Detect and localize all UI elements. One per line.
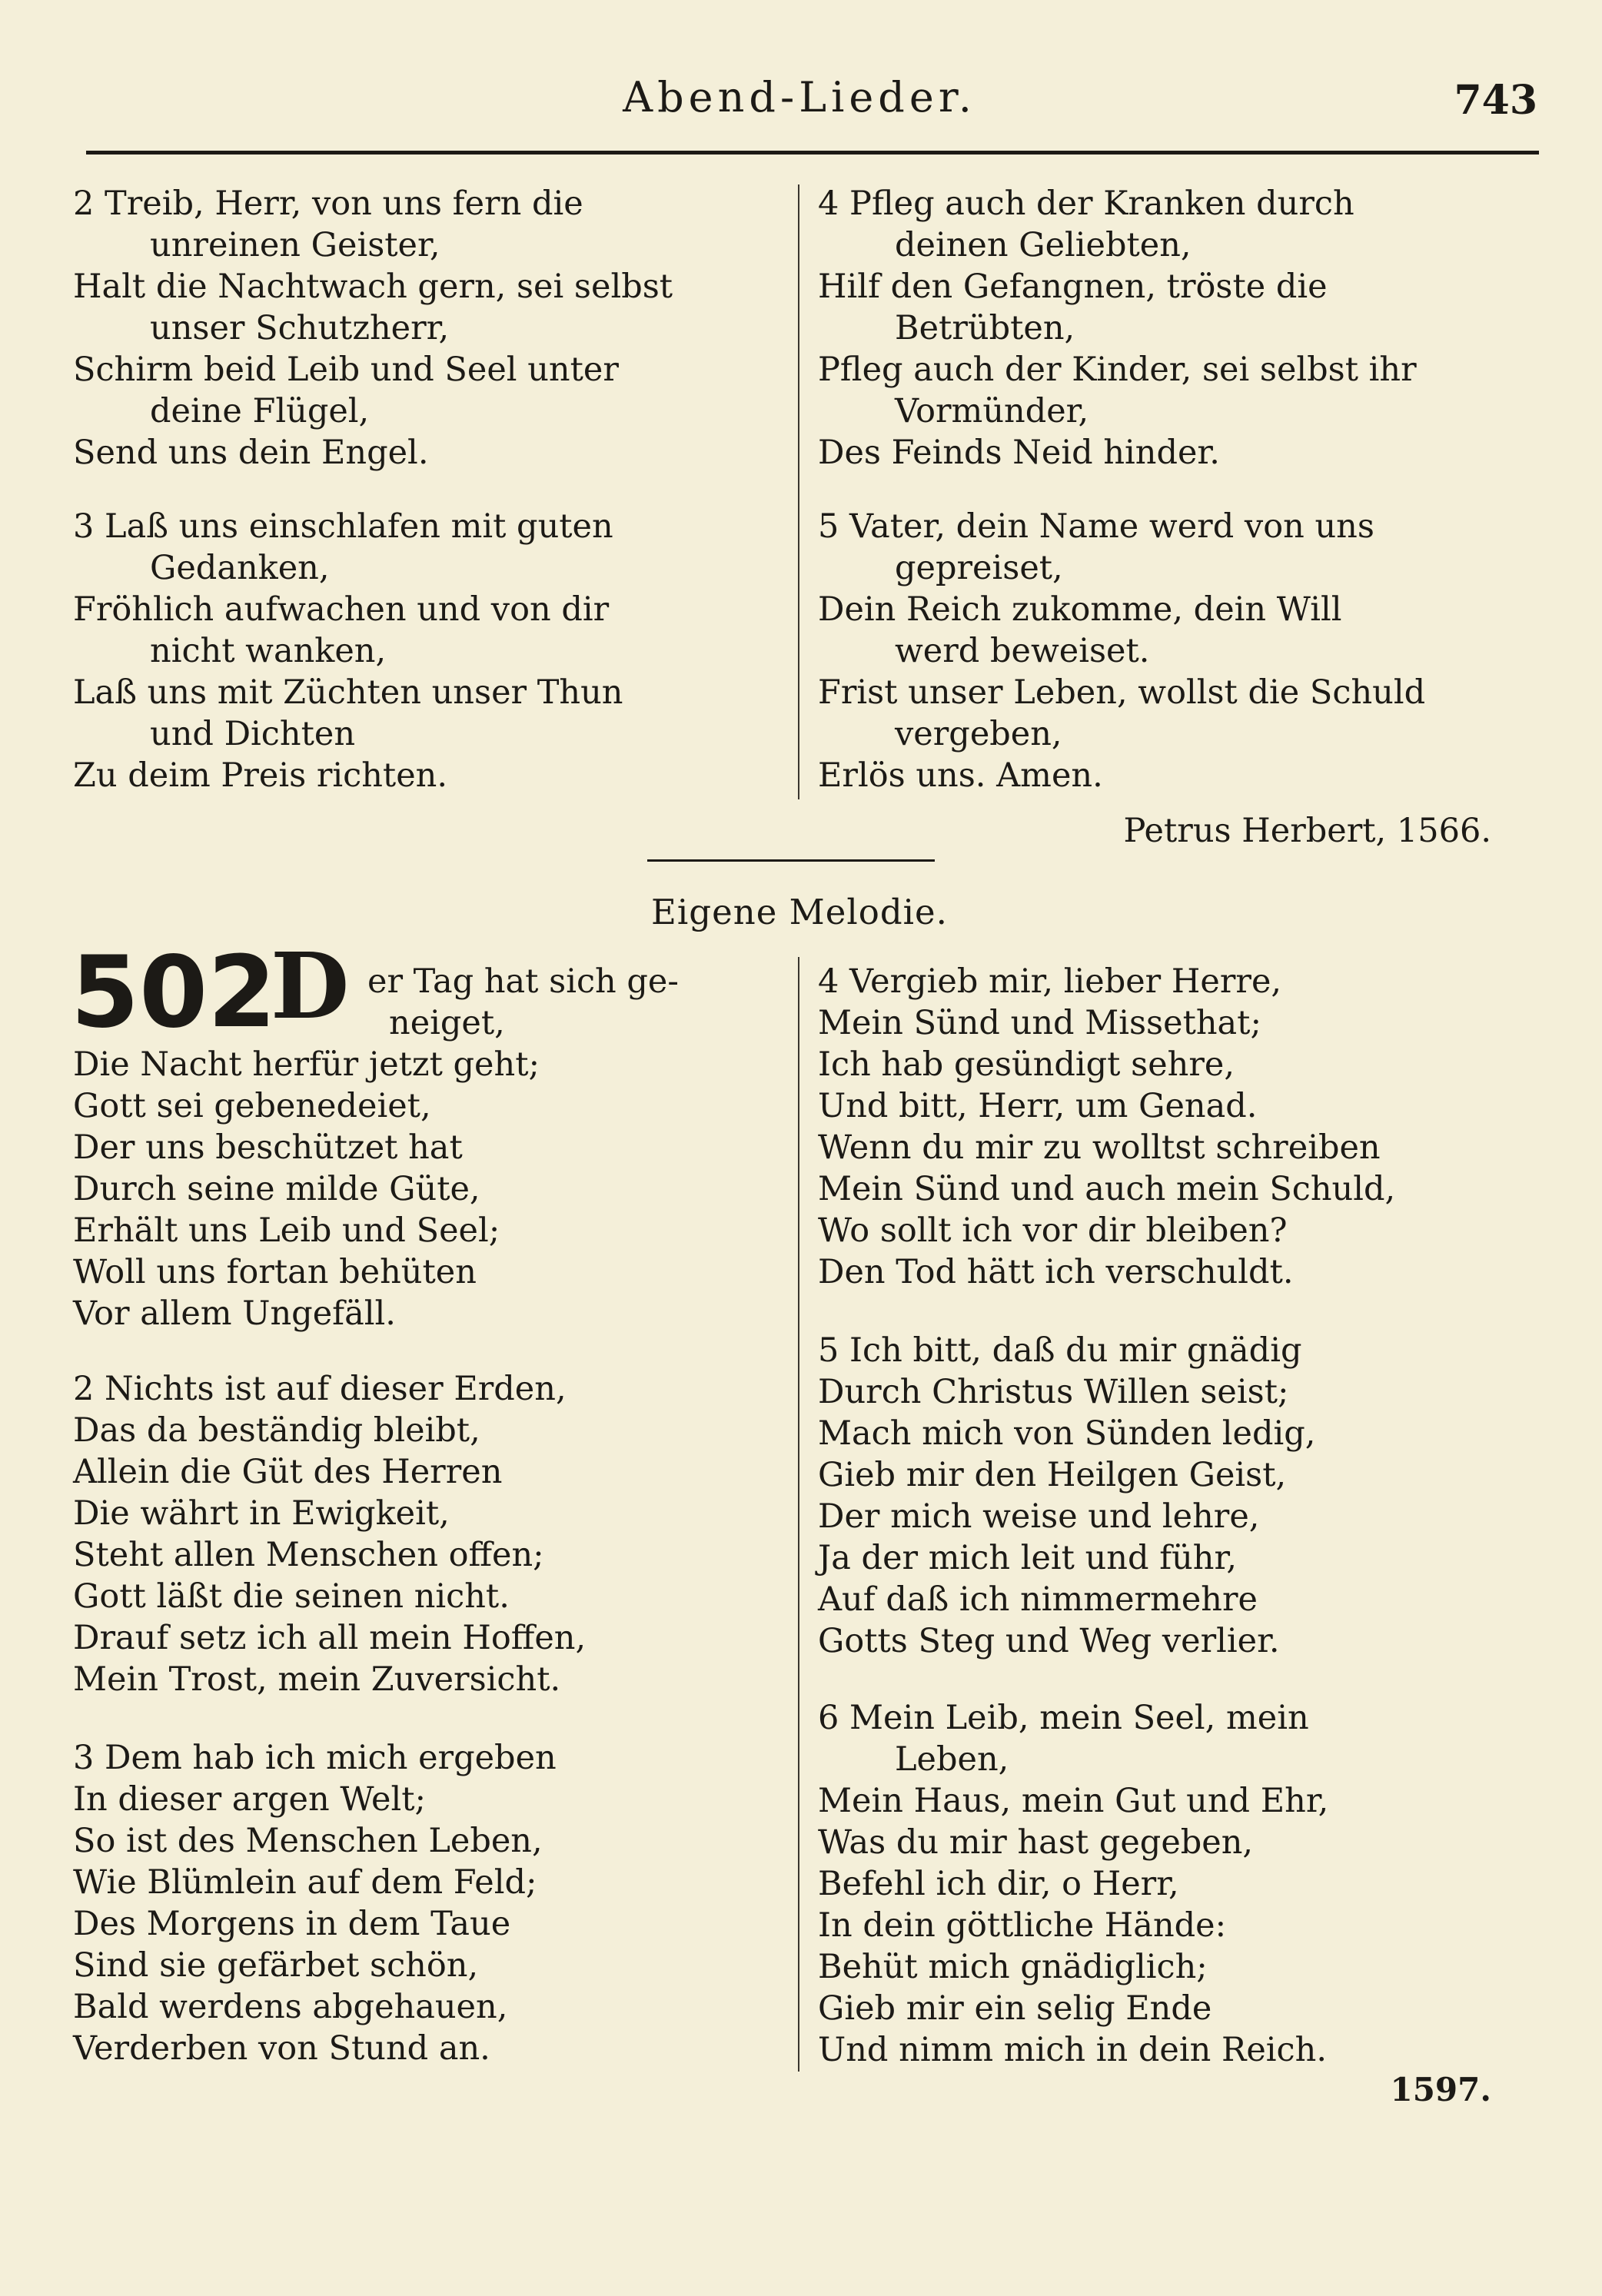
verse-line: Drauf setz ich all mein Hoffen, [73,1619,587,1657]
section-divider [647,859,935,862]
hymn-502-stanza-2 [73,1368,780,1700]
verse-line: Den Tod hätt ich verschuldt. [818,1253,1294,1291]
hymn-502-opening-lines [367,961,783,1044]
verse-line: Steht allen Menschen offen; [73,1536,544,1574]
verse-line: Leben, [895,1740,1009,1779]
verse-line: deinen Geliebten, [895,226,1192,264]
verse-line: 5 Ich bitt, daß du mir gnädig [818,1331,1302,1370]
verse-line: So ist des Menschen Leben, [73,1822,543,1860]
verse-line: vergeben, [895,715,1062,753]
verse-line: Behüt mich gnädiglich; [818,1948,1208,1986]
header-rule [86,151,1539,155]
melody-label: Eigene Melodie. [651,892,948,932]
verse-line: Gott läßt die seinen nicht. [73,1577,510,1616]
verse-line: Halt die Nachtwach gern, sei selbst [73,267,673,306]
hymn-502-stanza-5 [818,1330,1525,1662]
verse-line: In dein göttliche Hände: [818,1906,1227,1945]
verse-line: Allein die Güt des Herren [73,1453,503,1491]
verse-line: Fröhlich aufwachen und von dir [73,590,610,629]
verse-line: Des Morgens in dem Taue [73,1905,511,1943]
verse-line: Ja der mich leit und führ, [818,1539,1237,1577]
column-divider-bottom [798,957,799,2072]
verse-line: Laß uns mit Züchten unser Thun [73,673,623,712]
verse-line: Gieb mir ein selig Ende [818,1989,1212,2028]
verse-line: Mein Haus, mein Gut und Ehr, [818,1782,1329,1820]
verse-line: Gotts Steg und Weg verlier. [818,1622,1280,1660]
verse-line: er Tag hat sich ge- [367,962,679,1001]
verse-line: unreinen Geister, [150,226,440,264]
verse-line: Send uns dein Engel. [73,434,429,472]
verse-line: Die Nacht herfür jetzt geht; [73,1045,540,1084]
verse-line: Auf daß ich nimmermehre [818,1580,1258,1619]
verse-line: Zu deim Preis richten. [73,756,448,795]
verse-line: Das da beständig bleibt, [73,1411,480,1450]
page-number: 743 [1454,77,1537,124]
verse-line: werd beweiset. [895,632,1150,670]
hymn-502-attribution: 1597. [1390,2071,1491,2108]
verse-line: Ich hab gesündigt sehre, [818,1045,1235,1084]
verse-line: 3 Laß uns einschlafen mit guten [73,507,613,546]
verse-line: Der uns beschützet hat [73,1128,463,1167]
verse-line: Der mich weise und lehre, [818,1497,1260,1536]
verse-line: Erlös uns. Amen. [818,756,1103,795]
verse-line: Sind sie gefärbet schön, [73,1946,479,1985]
verse-line: neiget, [389,1004,505,1042]
verse-line: 3 Dem hab ich mich ergeben [73,1739,557,1777]
verse-line: Mein Sünd und Missethat; [818,1004,1261,1042]
hymn-501-stanza-4 [818,183,1525,473]
verse-line: Was du mir hast gegeben, [818,1823,1254,1862]
verse-line: 6 Mein Leib, mein Seel, mein [818,1699,1309,1737]
verse-line: Gott sei gebenedeiet, [73,1087,431,1125]
verse-line: Verderben von Stund an. [73,2029,490,2068]
verse-line: unser Schutzherr, [150,309,450,347]
running-title: Abend-Lieder. [623,73,976,121]
verse-line: deine Flügel, [150,392,370,430]
verse-line: Schirm beid Leib und Seel unter [73,351,619,389]
verse-line: 4 Pfleg auch der Kranken durch [818,184,1354,223]
verse-line: Befehl ich dir, o Herr, [818,1865,1179,1903]
verse-line: gepreiset, [895,549,1063,587]
hymn-501-stanza-5 [818,506,1525,796]
drop-cap: D [271,932,350,1039]
verse-line: 5 Vater, dein Name werd von uns [818,507,1374,546]
verse-line: nicht wanken, [150,632,387,670]
verse-line: Wo sollt ich vor dir bleiben? [818,1211,1288,1250]
column-divider-top [798,184,799,799]
verse-line: 2 Nichts ist auf dieser Erden, [73,1370,567,1408]
verse-line: Gieb mir den Heilgen Geist, [818,1456,1287,1494]
verse-line: Vor allem Ungefäll. [73,1294,396,1333]
verse-line: Wenn du mir zu wolltst schreiben [818,1128,1381,1167]
hymn-502-stanza-6 [818,1697,1525,2071]
hymn-501-stanza-2 [73,183,780,473]
verse-line: Woll uns fortan behüten [73,1253,477,1291]
verse-line: Mein Sünd und auch mein Schuld, [818,1170,1396,1208]
verse-line: Durch Christus Willen seist; [818,1373,1289,1411]
verse-line: Des Feinds Neid hinder. [818,434,1220,472]
hymn-502-stanza-1 [73,1044,780,1334]
verse-line: Hilf den Gefangnen, tröste die [818,267,1328,306]
verse-line: Und nimm mich in dein Reich. [818,2031,1327,2069]
verse-line: Betrübten, [895,309,1075,347]
verse-line: Wie Blümlein auf dem Feld; [73,1863,537,1902]
verse-line: Pfleg auch der Kinder, sei selbst ihr [818,351,1417,389]
verse-line: Gedanken, [150,549,330,587]
hymn-number: 502 [71,935,277,1050]
hymn-502-stanza-4 [818,961,1525,1293]
verse-line: 4 Vergieb mir, lieber Herre, [818,962,1282,1001]
verse-line: In dieser argen Welt; [73,1780,426,1819]
verse-line: Erhält uns Leib und Seel; [73,1211,500,1250]
verse-line: Vormünder, [895,392,1089,430]
hymn-502-stanza-3 [73,1737,780,2069]
verse-line: 2 Treib, Herr, von uns fern die [73,184,583,223]
verse-line: Mein Trost, mein Zuversicht. [73,1660,561,1699]
hymn-501-attribution: Petrus Herbert, 1566. [1123,812,1491,850]
verse-line: Die währt in Ewigkeit, [73,1494,450,1533]
verse-line: Frist unser Leben, wollst die Schuld [818,673,1426,712]
hymn-501-stanza-3 [73,506,780,796]
verse-line: Durch seine milde Güte, [73,1170,480,1208]
verse-line: und Dichten [150,715,356,753]
verse-line: Mach mich von Sünden ledig, [818,1414,1316,1453]
verse-line: Dein Reich zukomme, dein Will [818,590,1342,629]
verse-line: Und bitt, Herr, um Genad. [818,1087,1258,1125]
verse-line: Bald werdens abgehauen, [73,1988,508,2026]
